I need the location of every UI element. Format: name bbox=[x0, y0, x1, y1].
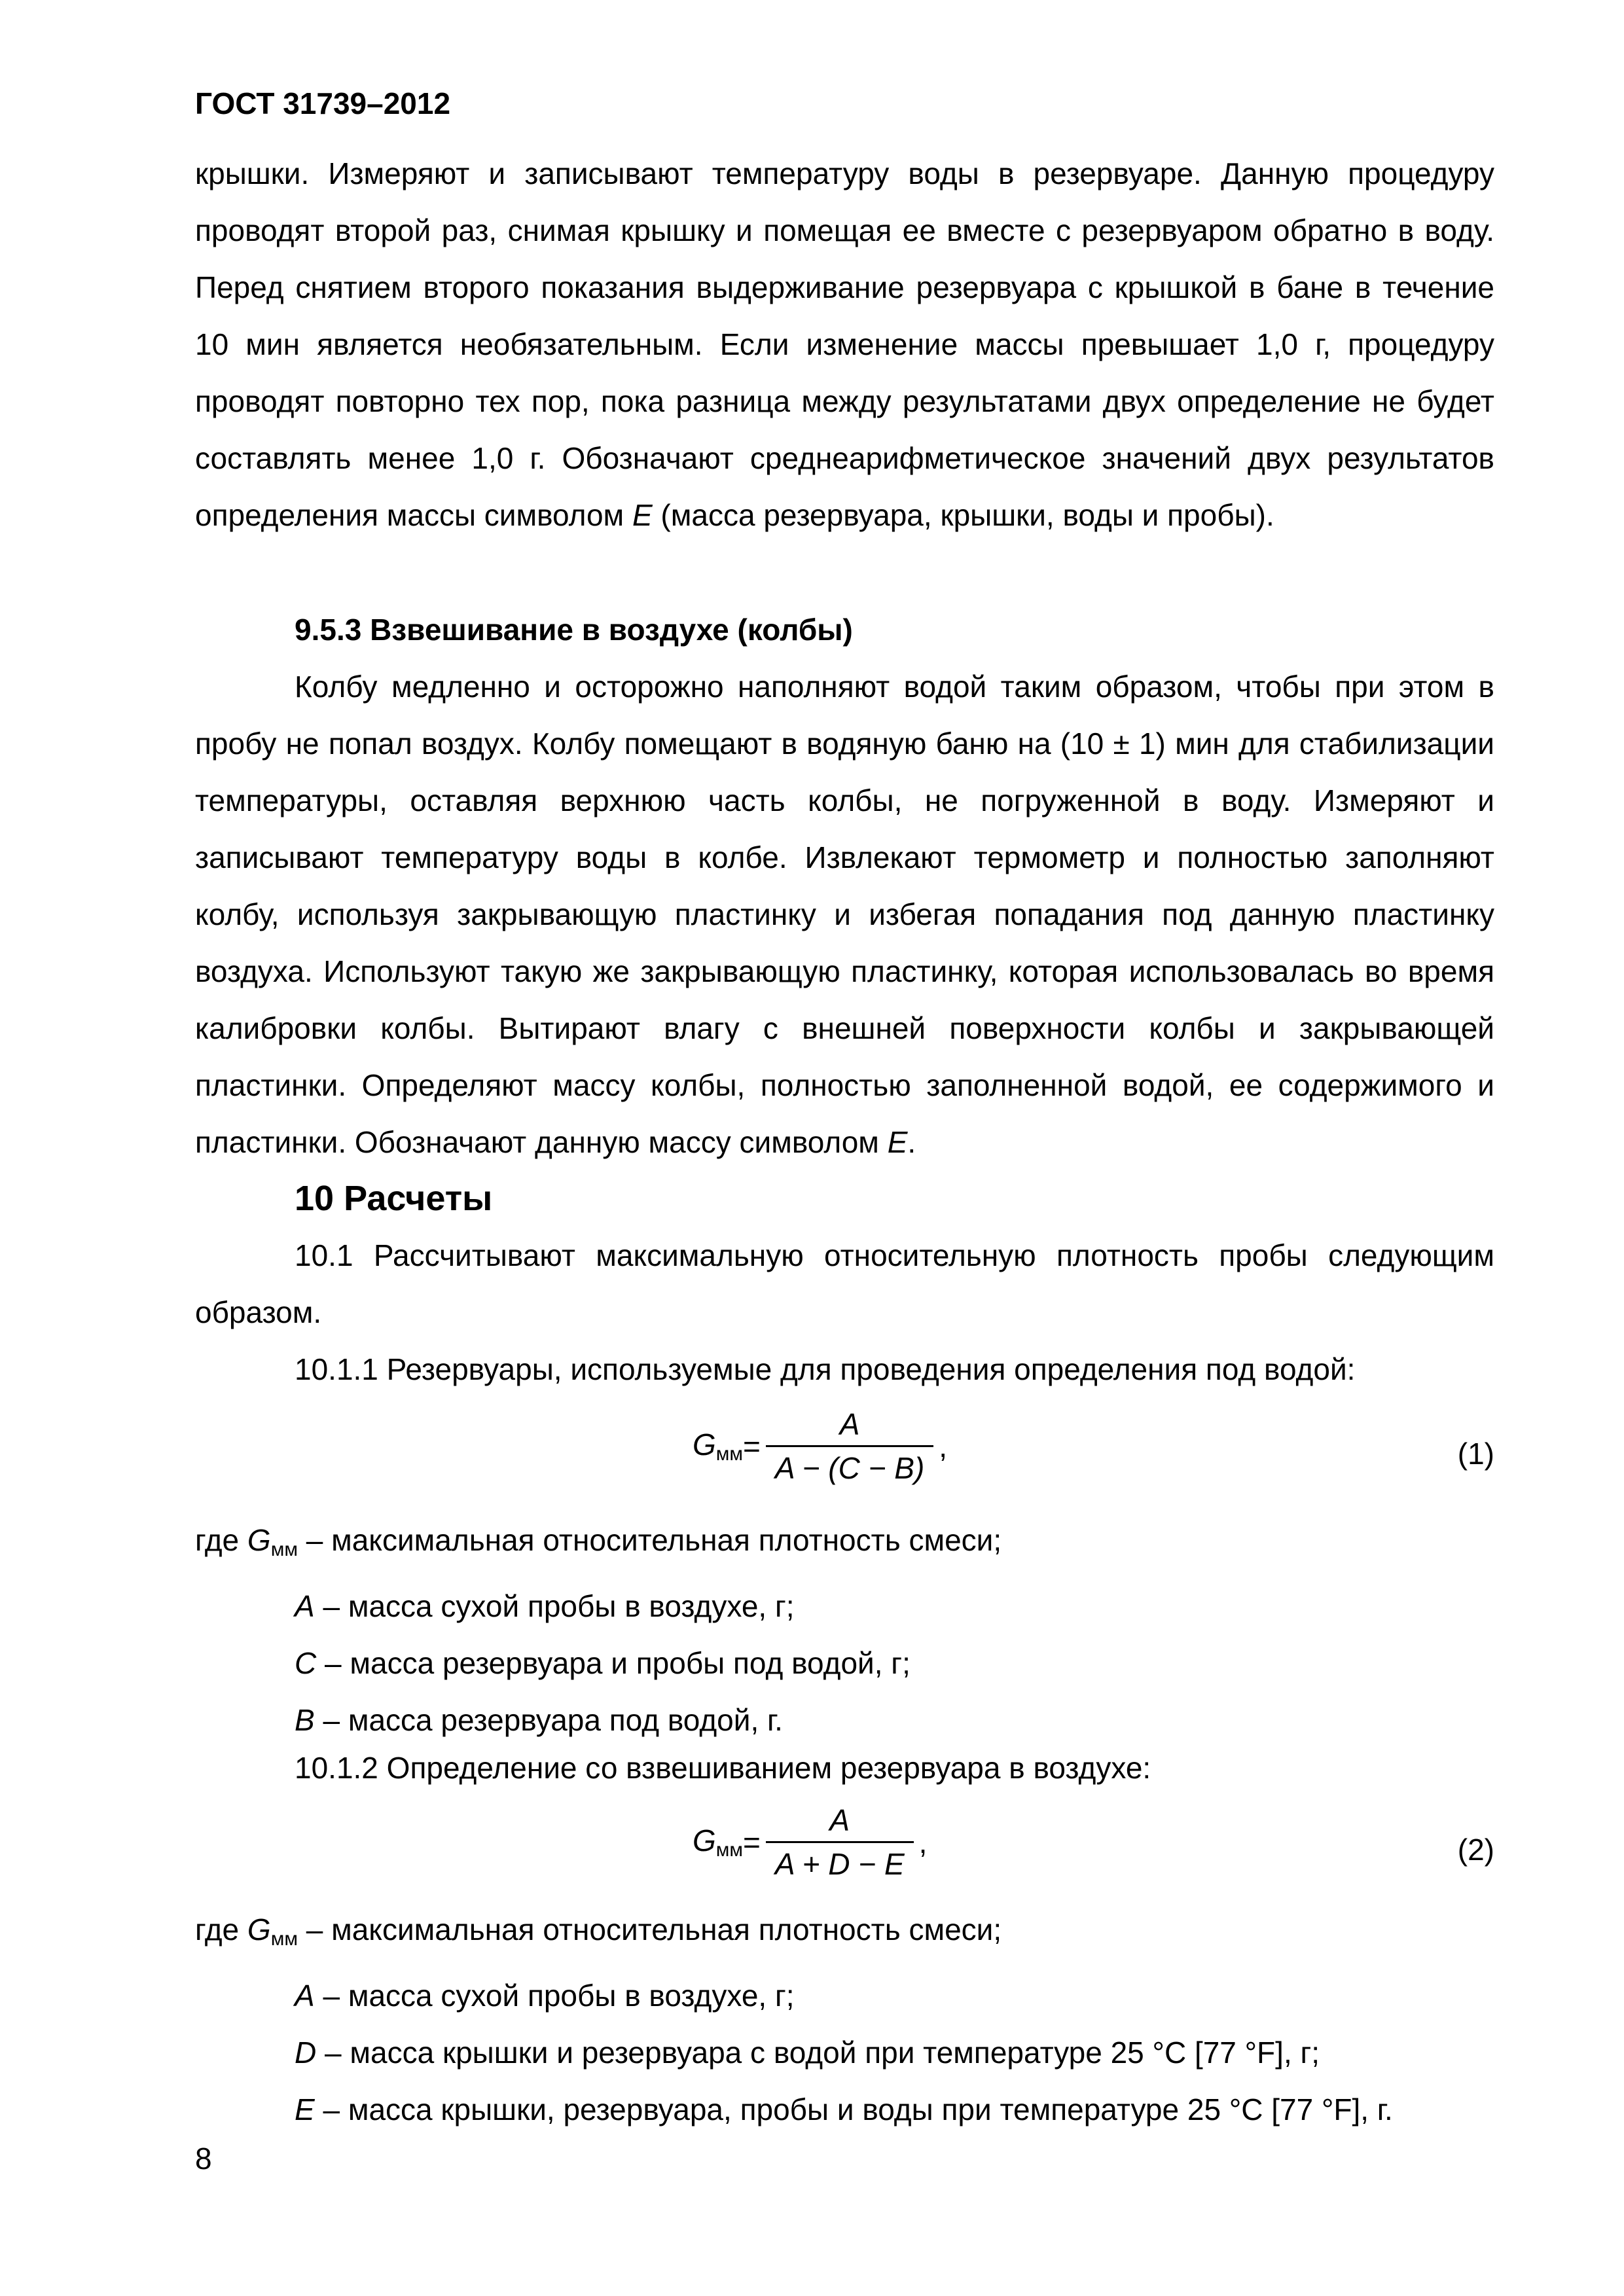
formula-lhs: $G_{мм}$ bbox=[693, 1823, 744, 1861]
paragraph-continued bbox=[195, 145, 1494, 544]
legend-row: C – масса резервуара и пробы под водой, г; bbox=[295, 1646, 911, 1680]
paragraph-9-5-3 bbox=[195, 658, 1494, 1171]
paragraph-text: крышки. Измеряют и записывают температуру воды в резервуаре. Данную процедуру проводят второй раз, снимая крышку и помещая ее вместе с резервуаром обратно в воду. Перед снятием второго показания выдерживание резервуара с крышкой в бане в течение 10 мин является необязательным. Если изменение массы превышает 1,0 г, процедуру проводят повторно тех пор, пока разница между результатами двух определение не будет составлять менее 1,0 г. Обозначают среднеарифметическое значений двух результатов определения массы символом bbox=[195, 156, 1494, 532]
legend-row: где $G_{мм}$ – максимальная относительная плотность смеси; bbox=[195, 1912, 1002, 1950]
formula-2-legend bbox=[195, 1901, 1494, 2138]
formula-number: (2) bbox=[1457, 1833, 1494, 1867]
document-header: ГОСТ 31739–2012 bbox=[195, 86, 451, 120]
formula-lhs: $G_{мм}$ bbox=[693, 1427, 744, 1465]
formula-1 bbox=[195, 1407, 1494, 1499]
legend-row: A – масса сухой пробы в воздухе, г; bbox=[295, 1589, 795, 1623]
formula-trail: , bbox=[939, 1429, 948, 1463]
formula-number: (1) bbox=[1457, 1437, 1494, 1471]
formula-fraction bbox=[766, 1407, 933, 1485]
formula-numerator: A bbox=[839, 1407, 860, 1441]
formula-2 bbox=[195, 1803, 1494, 1895]
legend-row: A – масса сухой пробы в воздухе, г; bbox=[295, 1979, 795, 2013]
paragraph-10-1-1: 10.1.1 Резервуары, используемые для проведения определения под водой: bbox=[295, 1352, 1356, 1386]
paragraph-text: Колбу медленно и осторожно наполняют водой таким образом, чтобы при этом в пробу не попал воздух. Колбу помещают в водяную баню на (10 ± 1) мин для стабилизации температуры, оставляя верхнюю часть колбы, не погруженной в воду. Измеряют и записывают температуру воды в колбе. Извлекают термометр и полностью заполняют колбу, используя закрывающую пластинку и избегая попадания под данную пластинку воздуха. Используют такую же закрывающую пластинку, которая использовалась во время калибровки колбы. Вытирают влагу с внешней поверхности колбы и закрывающей пластинки. Определяют массу колбы, полностью заполненной водой, ее содержимого и пластинки. Обозначают данную массу символом bbox=[195, 670, 1494, 1159]
paragraph-10-1-2: 10.1.2 Определение со взвешиванием резервуара в воздухе: bbox=[295, 1751, 1151, 1785]
formula-equals: = bbox=[743, 1825, 761, 1859]
legend-row: E – масса крышки, резервуара, пробы и воды при температуре 25 °С [77 °F], г. bbox=[295, 2092, 1393, 2126]
legend-row: D – масса крышки и резервуара с водой при температуре 25 °С [77 °F], г; bbox=[295, 2036, 1320, 2070]
section-heading-10: 10 Расчеты bbox=[295, 1179, 493, 1218]
symbol-e: E bbox=[887, 1125, 908, 1159]
section-heading-9-5-3: 9.5.3 Взвешивание в воздухе (колбы) bbox=[295, 613, 853, 647]
formula-denominator: A + D − E bbox=[766, 1841, 914, 1881]
legend-row: B – масса резервуара под водой, г. bbox=[295, 1703, 783, 1737]
paragraph-10-1: 10.1 Рассчитывают максимальную относительную плотность пробы следующим образом. bbox=[195, 1238, 1494, 1329]
formula-fraction bbox=[766, 1803, 914, 1881]
formula-numerator: A bbox=[829, 1803, 850, 1837]
formula-trail: , bbox=[918, 1825, 928, 1859]
formula-denominator: A − (C − B) bbox=[766, 1445, 933, 1485]
symbol-e: E bbox=[632, 498, 653, 532]
formula-1-legend bbox=[195, 1512, 1494, 1749]
paragraph-text-end: . bbox=[907, 1125, 916, 1159]
formula-equals: = bbox=[743, 1429, 761, 1463]
paragraph-text-end: (масса резервуара, крышки, воды и пробы). bbox=[652, 498, 1274, 532]
legend-row: где $G_{мм}$ – максимальная относительная плотность смеси; bbox=[195, 1523, 1002, 1560]
page-number: 8 bbox=[195, 2142, 212, 2176]
